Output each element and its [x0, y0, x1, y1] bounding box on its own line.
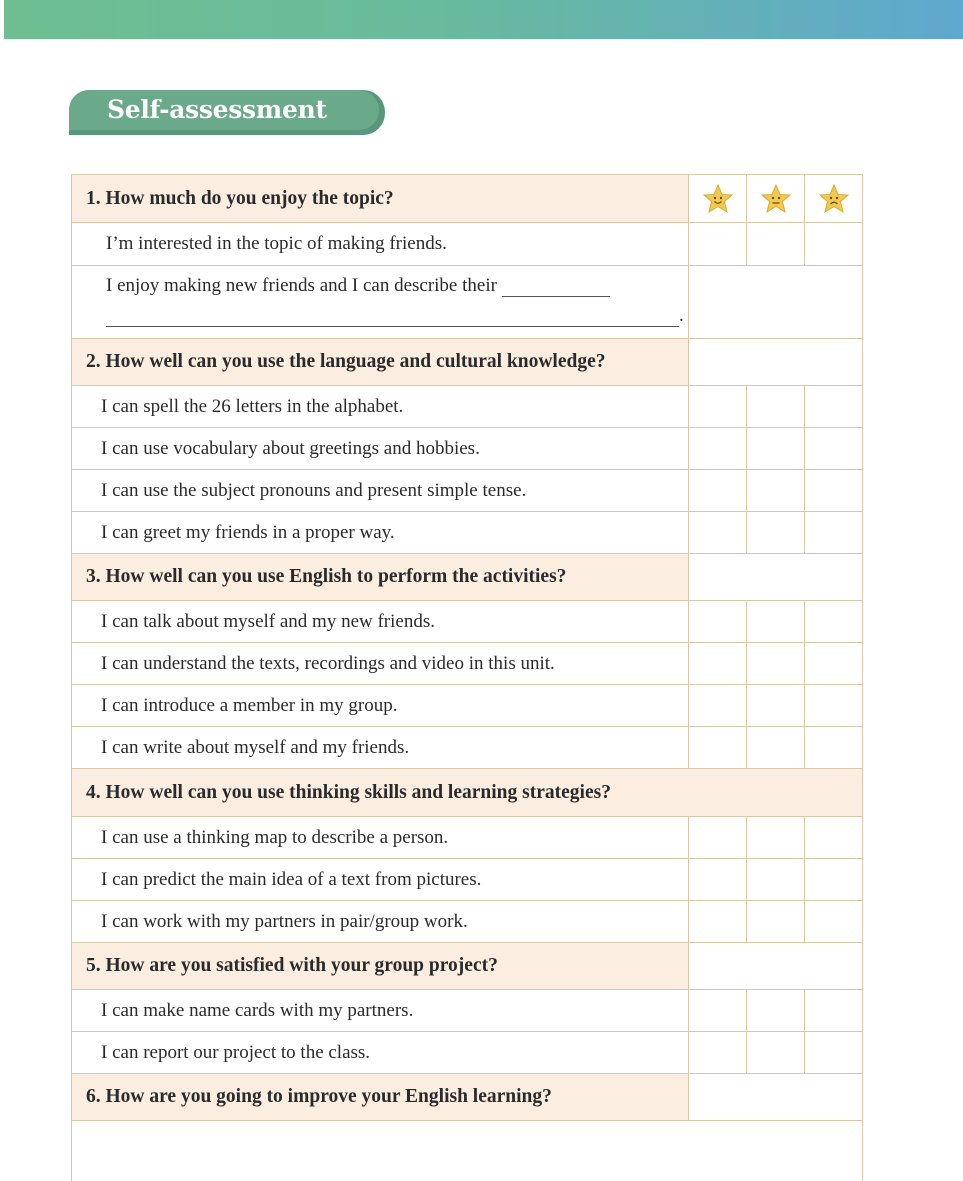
rating-box[interactable] [747, 727, 805, 768]
rating-box[interactable] [805, 223, 862, 265]
statement-text: I can use the subject pronouns and present simple tense. [72, 470, 689, 511]
statement-row [72, 223, 862, 266]
top-color-band [4, 0, 963, 39]
rating-box[interactable] [689, 817, 747, 858]
statement-row [72, 470, 862, 512]
rating-box[interactable] [805, 512, 862, 553]
statement-text: I can spell the 26 letters in the alphabet. [72, 386, 689, 427]
statement-row [72, 685, 862, 727]
question-title: 5. How are you satisfied with your group project? [72, 943, 689, 989]
rating-box[interactable] [689, 1032, 747, 1073]
rating-box[interactable] [747, 901, 805, 942]
rating-box[interactable] [689, 685, 747, 726]
rating-box[interactable] [747, 386, 805, 427]
self-assessment-table [71, 174, 863, 1181]
question-title: 4. How well can you use thinking skills and learning strategies? [72, 769, 862, 816]
statement-text: I can predict the main idea of a text from pictures. [72, 859, 689, 900]
statement-text: I can understand the texts, recordings and video in this unit. [72, 643, 689, 684]
rating-icons [689, 175, 862, 222]
rating-box[interactable] [747, 428, 805, 469]
rating-box[interactable] [747, 859, 805, 900]
rating-box[interactable] [689, 428, 747, 469]
rating-box[interactable] [747, 223, 805, 265]
section-title: Self-assessment [107, 95, 327, 124]
rating-box[interactable] [805, 386, 862, 427]
rating-box[interactable] [689, 223, 747, 265]
rating-box[interactable] [689, 901, 747, 942]
statement-row [72, 901, 862, 943]
rating-box[interactable] [747, 817, 805, 858]
question-title: 1. How much do you enjoy the topic? [72, 175, 689, 222]
statement-text: I can use a thinking map to describe a person. [72, 817, 689, 858]
rating-box[interactable] [689, 990, 747, 1031]
statement-row [72, 727, 862, 769]
rating-box[interactable] [747, 685, 805, 726]
statement-text: I can work with my partners in pair/group work. [72, 901, 689, 942]
statement-text: I can talk about myself and my new friends. [72, 601, 689, 642]
statement-row [72, 512, 862, 554]
rating-box[interactable] [747, 512, 805, 553]
question-header-row [72, 339, 862, 386]
statement-text: I can write about myself and my friends. [72, 727, 689, 768]
rating-box[interactable] [689, 386, 747, 427]
rating-box[interactable] [805, 643, 862, 684]
rating-box[interactable] [689, 266, 862, 338]
fill-in-blank[interactable] [106, 308, 679, 327]
statement-row [72, 817, 862, 859]
fill-in-blank[interactable] [502, 278, 610, 297]
statement-row [72, 428, 862, 470]
rating-box[interactable] [805, 601, 862, 642]
neutral-star-icon [760, 183, 792, 215]
statement-row [72, 1032, 862, 1074]
question-header-row [72, 554, 862, 601]
sad-star-icon [818, 183, 850, 215]
answer-area[interactable] [72, 1121, 862, 1181]
rating-box[interactable] [747, 470, 805, 511]
rating-box[interactable] [805, 1032, 862, 1073]
statement-text: I can introduce a member in my group. [72, 685, 689, 726]
rating-box[interactable] [805, 685, 862, 726]
statement-text: I enjoy making new friends and I can describe their [106, 275, 497, 296]
rating-box[interactable] [689, 859, 747, 900]
statement-text: I can greet my friends in a proper way. [72, 512, 689, 553]
question-header-row [72, 943, 862, 990]
rating-box[interactable] [747, 990, 805, 1031]
rating-box[interactable] [805, 428, 862, 469]
statement-text: I can report our project to the class. [72, 1032, 689, 1073]
question-title: 3. How well can you use English to perform the activities? [72, 554, 689, 600]
rating-box[interactable] [689, 601, 747, 642]
question-header-row [72, 769, 862, 817]
rating-box[interactable] [747, 601, 805, 642]
rating-box[interactable] [805, 470, 862, 511]
rating-box[interactable] [747, 1032, 805, 1073]
rating-box[interactable] [805, 901, 862, 942]
statement-row [72, 386, 862, 428]
rating-box[interactable] [689, 470, 747, 511]
rating-box[interactable] [805, 817, 862, 858]
statement-row [72, 601, 862, 643]
rating-box[interactable] [689, 512, 747, 553]
smiling-star-icon [702, 183, 734, 215]
statement-text: I can use vocabulary about greetings and hobbies. [72, 428, 689, 469]
section-title-tab [69, 90, 385, 135]
statement-text: I’m interested in the topic of making friends. [72, 223, 689, 265]
statement-row [72, 990, 862, 1032]
rating-box[interactable] [805, 990, 862, 1031]
statement-row: I enjoy making new friends and I can describe their . [72, 266, 862, 339]
question-header-row [72, 175, 862, 223]
statement-text: I can make name cards with my partners. [72, 990, 689, 1031]
question-title: 6. How are you going to improve your English learning? [72, 1074, 689, 1120]
statement-row [72, 643, 862, 685]
statement-row [72, 859, 862, 901]
rating-box[interactable] [689, 727, 747, 768]
rating-box[interactable] [805, 859, 862, 900]
rating-box[interactable] [805, 727, 862, 768]
question-header-row [72, 1074, 862, 1121]
rating-box[interactable] [747, 643, 805, 684]
question-title: 2. How well can you use the language and cultural knowledge? [72, 339, 689, 385]
rating-box[interactable] [689, 643, 747, 684]
